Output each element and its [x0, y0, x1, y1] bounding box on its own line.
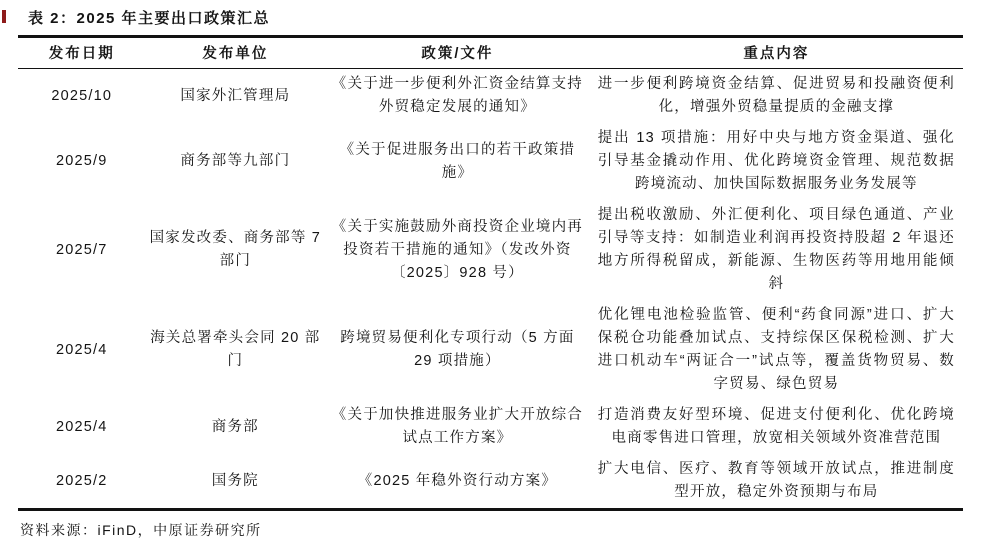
cell-content: 提出 13 项措施：用好中央与地方资金渠道、强化引导基金撬动作用、优化跨境资金管理、规范数据跨境流动、加快国际数据服务业务发展等 [597, 130, 955, 192]
cell-date: 2025/4 [56, 418, 108, 435]
cell-content: 提出税收激励、外汇便利化、项目绿色通道、产业引导等支持：如制造业利润再投资持股超 2 年退还地方所得税留成，新能源、生物医药等用地用能倾斜 [597, 207, 955, 292]
table-row [18, 123, 963, 200]
cell-policy: 《关于实施鼓励外商投资企业境内再投资若干措施的通知》（发改外资〔2025〕928 号） [331, 218, 583, 281]
title-accent-bar [2, 10, 6, 23]
cell-policy: 跨境贸易便利化专项行动（5 方面 29 项措施） [340, 330, 575, 369]
table-row [18, 200, 963, 300]
cell-content: 打造消费友好型环境、促进支付便利化、优化跨境电商零售进口管理，放宽相关领域外资准营范围 [597, 407, 955, 446]
table-row [18, 454, 963, 510]
cell-date: 2025/9 [56, 153, 108, 169]
table-title: 表 2：2025 年主要出口政策汇总 [28, 10, 271, 27]
column-header-content: 重点内容 [590, 37, 963, 69]
cell-content: 进一步便利跨境资金结算、促进贸易和投融资便利化，增强外贸稳量提质的金融支撑 [597, 76, 955, 115]
cell-unit: 商务部 [211, 418, 259, 435]
cell-unit: 海关总署牵头会同 20 部门 [150, 330, 321, 369]
cell-date: 2025/2 [56, 472, 108, 489]
cell-content: 扩大电信、医疗、教育等领域开放试点，推进制度型开放，稳定外资预期与布局 [597, 461, 955, 500]
table-title-row [18, 4, 963, 35]
cell-date: 2025/10 [51, 87, 113, 104]
table-row [18, 300, 963, 400]
cell-content: 优化锂电池检验监管、便利“药食同源”进口、扩大保税仓功能叠加试点、支持综保区保税检测、扩大进口机动车“两证合一”试点等，覆盖货物贸易、数字贸易、绿色贸易 [597, 307, 955, 392]
cell-unit: 国务院 [211, 472, 259, 489]
table-row [18, 400, 963, 454]
source-note: 资料来源：iFinD，中原证券研究所 [20, 522, 262, 538]
cell-date: 2025/4 [56, 341, 108, 358]
column-header-policy: 政策/文件 [325, 37, 590, 69]
cell-policy: 《2025 年稳外资行动方案》 [357, 472, 558, 489]
cell-policy: 《关于加快推进服务业扩大开放综合试点工作方案》 [331, 407, 583, 446]
table-row [18, 69, 963, 124]
cell-unit: 国家外汇管理局 [180, 87, 291, 104]
cell-policy: 《关于促进服务出口的若干政策措施》 [339, 141, 576, 181]
column-header-unit: 发布单位 [146, 37, 326, 69]
table-header-row [18, 37, 963, 69]
cell-unit: 商务部等九部门 [180, 153, 291, 169]
cell-date: 2025/7 [56, 241, 108, 258]
cell-policy: 《关于进一步便利外汇资金结算支持外贸稳定发展的通知》 [331, 76, 583, 115]
column-header-date: 发布日期 [18, 37, 146, 69]
policy-table [18, 35, 963, 511]
cell-unit: 国家发改委、商务部等 7 部门 [149, 230, 322, 269]
